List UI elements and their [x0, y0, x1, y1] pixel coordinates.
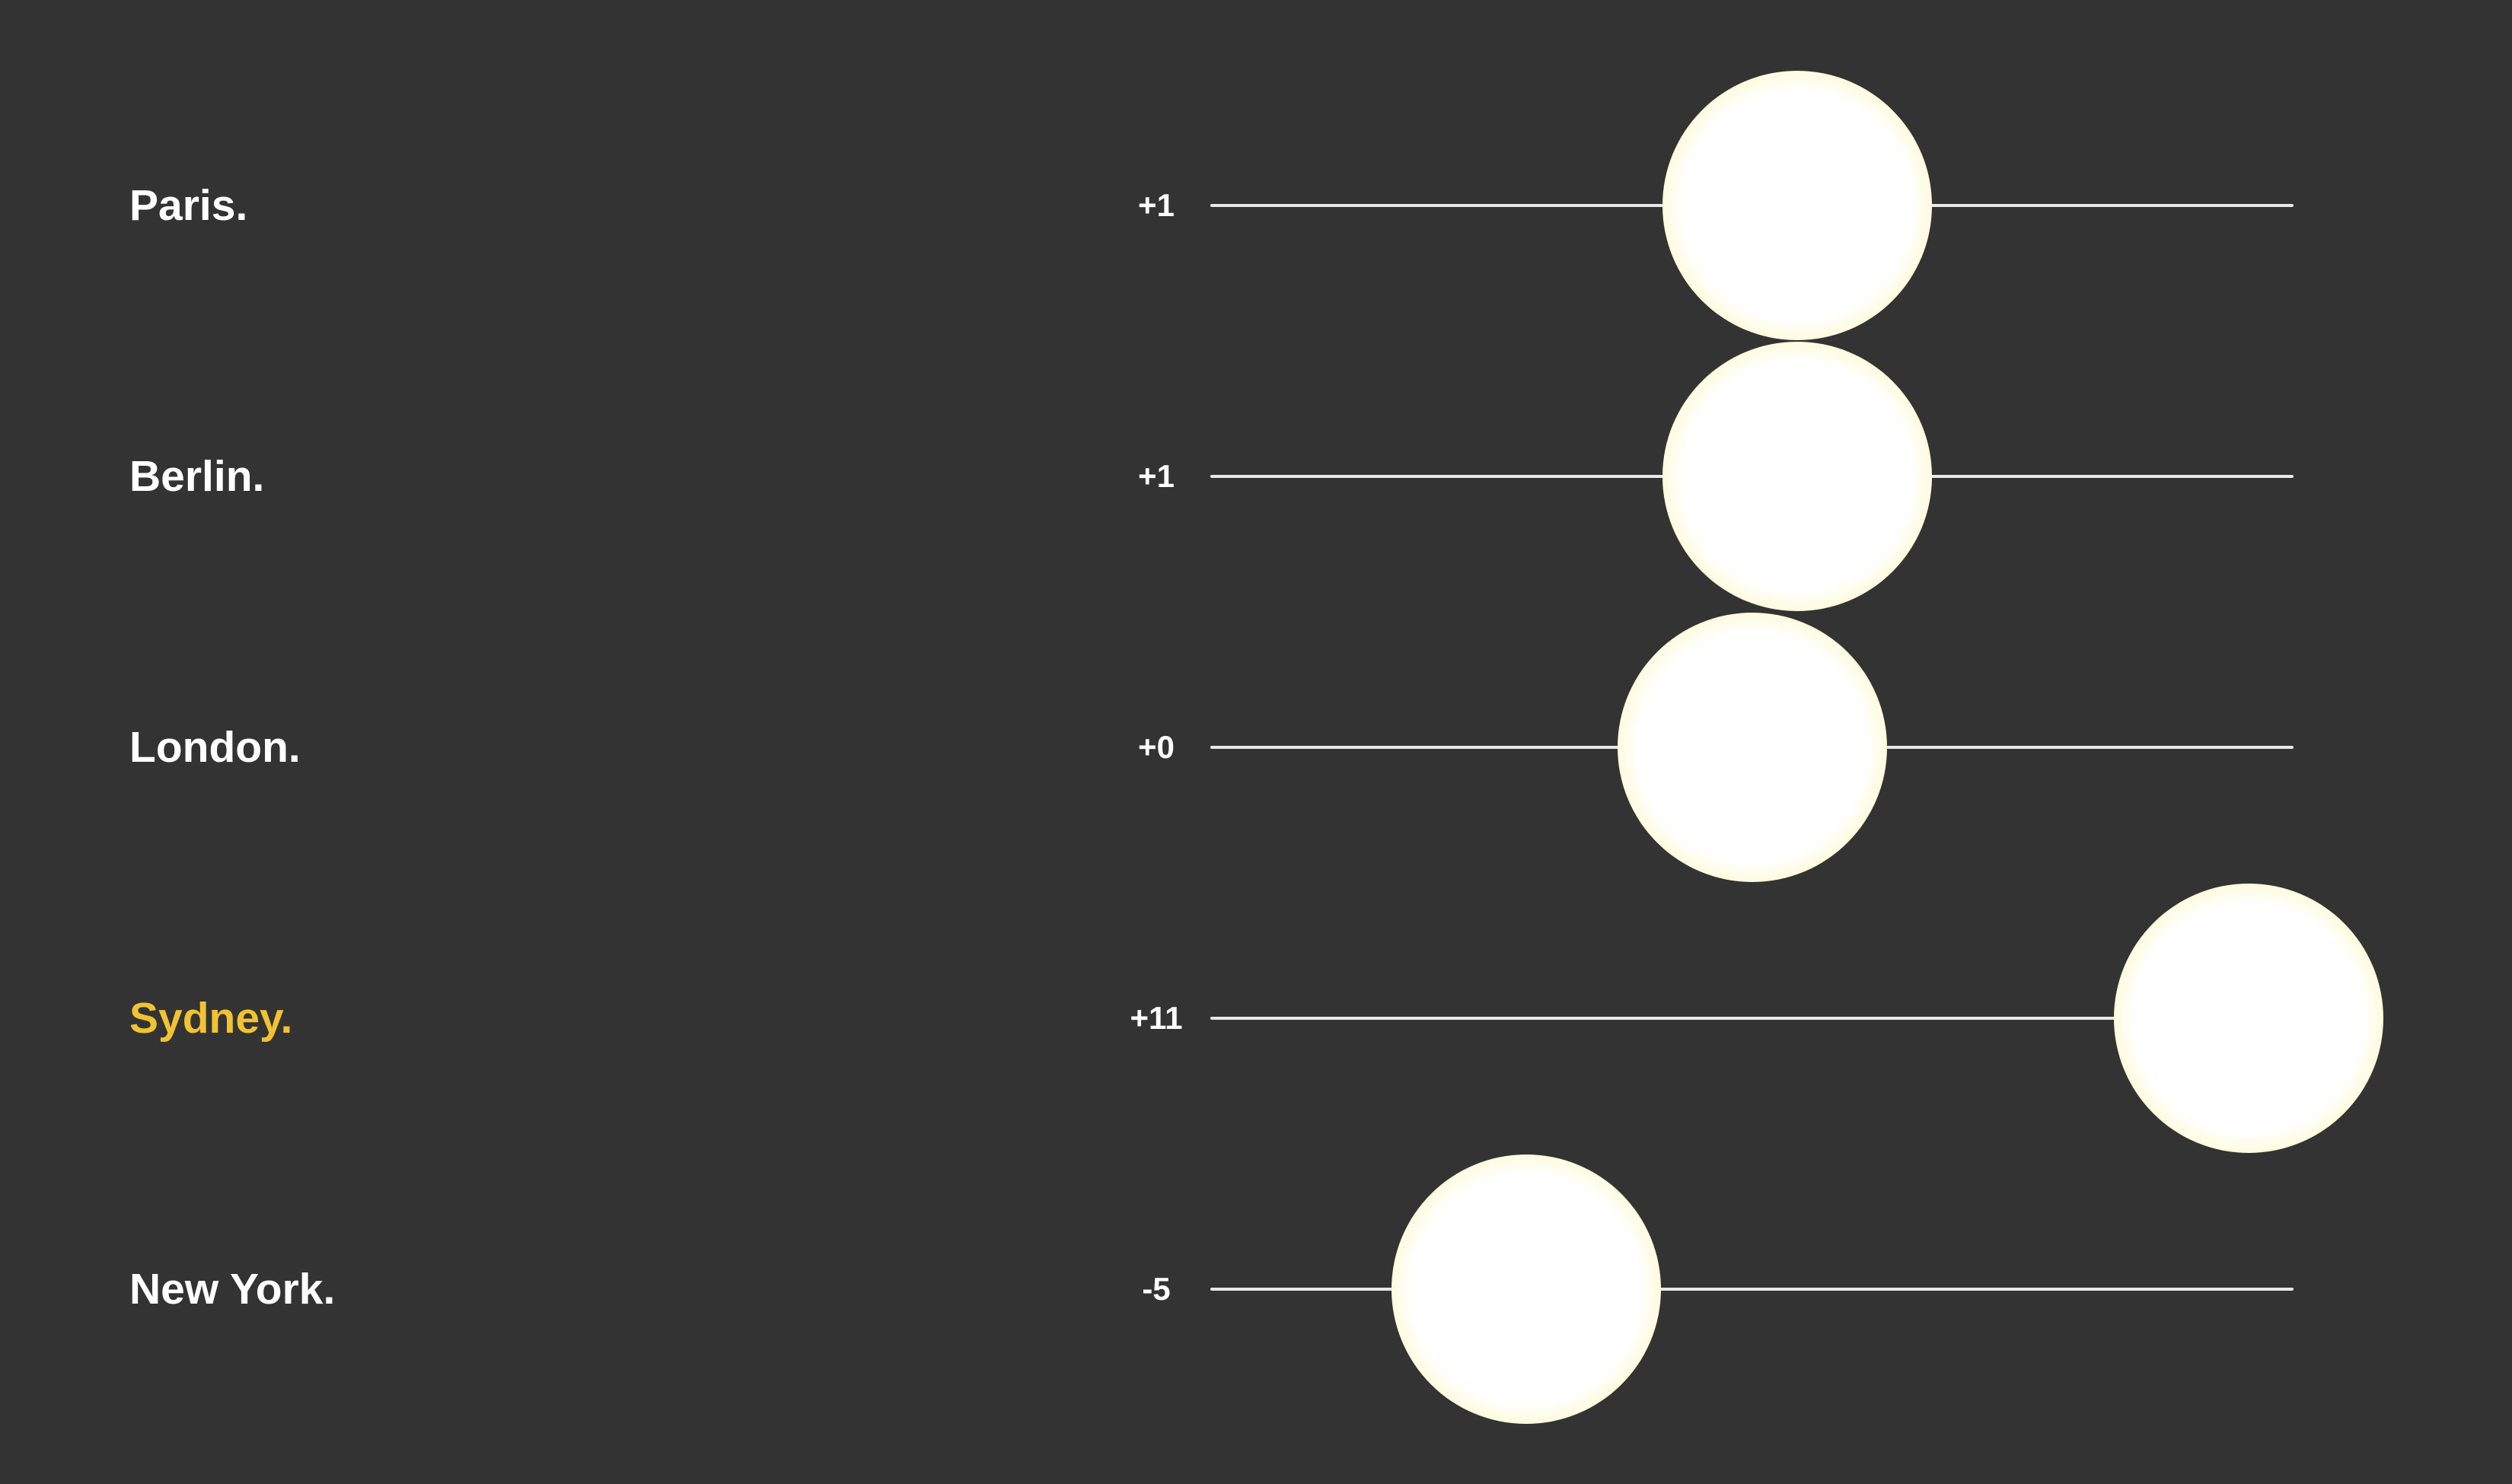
- sun-slider-handle[interactable]: [2114, 884, 2383, 1153]
- city-label: Berlin.: [129, 452, 265, 501]
- utc-offset-label: +1: [1138, 458, 1175, 494]
- slider-track[interactable]: [1210, 1288, 2294, 1291]
- city-label: London.: [129, 723, 301, 772]
- utc-offset-label: +1: [1138, 187, 1175, 223]
- city-label: Paris.: [129, 181, 248, 230]
- timezone-row-berlin: [0, 341, 2512, 612]
- city-label: New York.: [129, 1265, 336, 1314]
- utc-offset-label: +0: [1138, 729, 1175, 765]
- timezone-row-sydney: [0, 883, 2512, 1154]
- sun-slider-handle[interactable]: [1662, 342, 1932, 611]
- timezone-row-new-york: [0, 1154, 2512, 1425]
- utc-offset-label: +11: [1130, 1000, 1183, 1036]
- timezone-row-london: [0, 612, 2512, 883]
- sun-slider-handle[interactable]: [1618, 613, 1887, 882]
- timezone-row-paris: [0, 70, 2512, 341]
- sun-slider-handle[interactable]: [1662, 71, 1932, 340]
- utc-offset-label: -5: [1142, 1271, 1171, 1307]
- city-label: Sydney.: [129, 994, 293, 1043]
- sun-slider-handle[interactable]: [1391, 1154, 1661, 1424]
